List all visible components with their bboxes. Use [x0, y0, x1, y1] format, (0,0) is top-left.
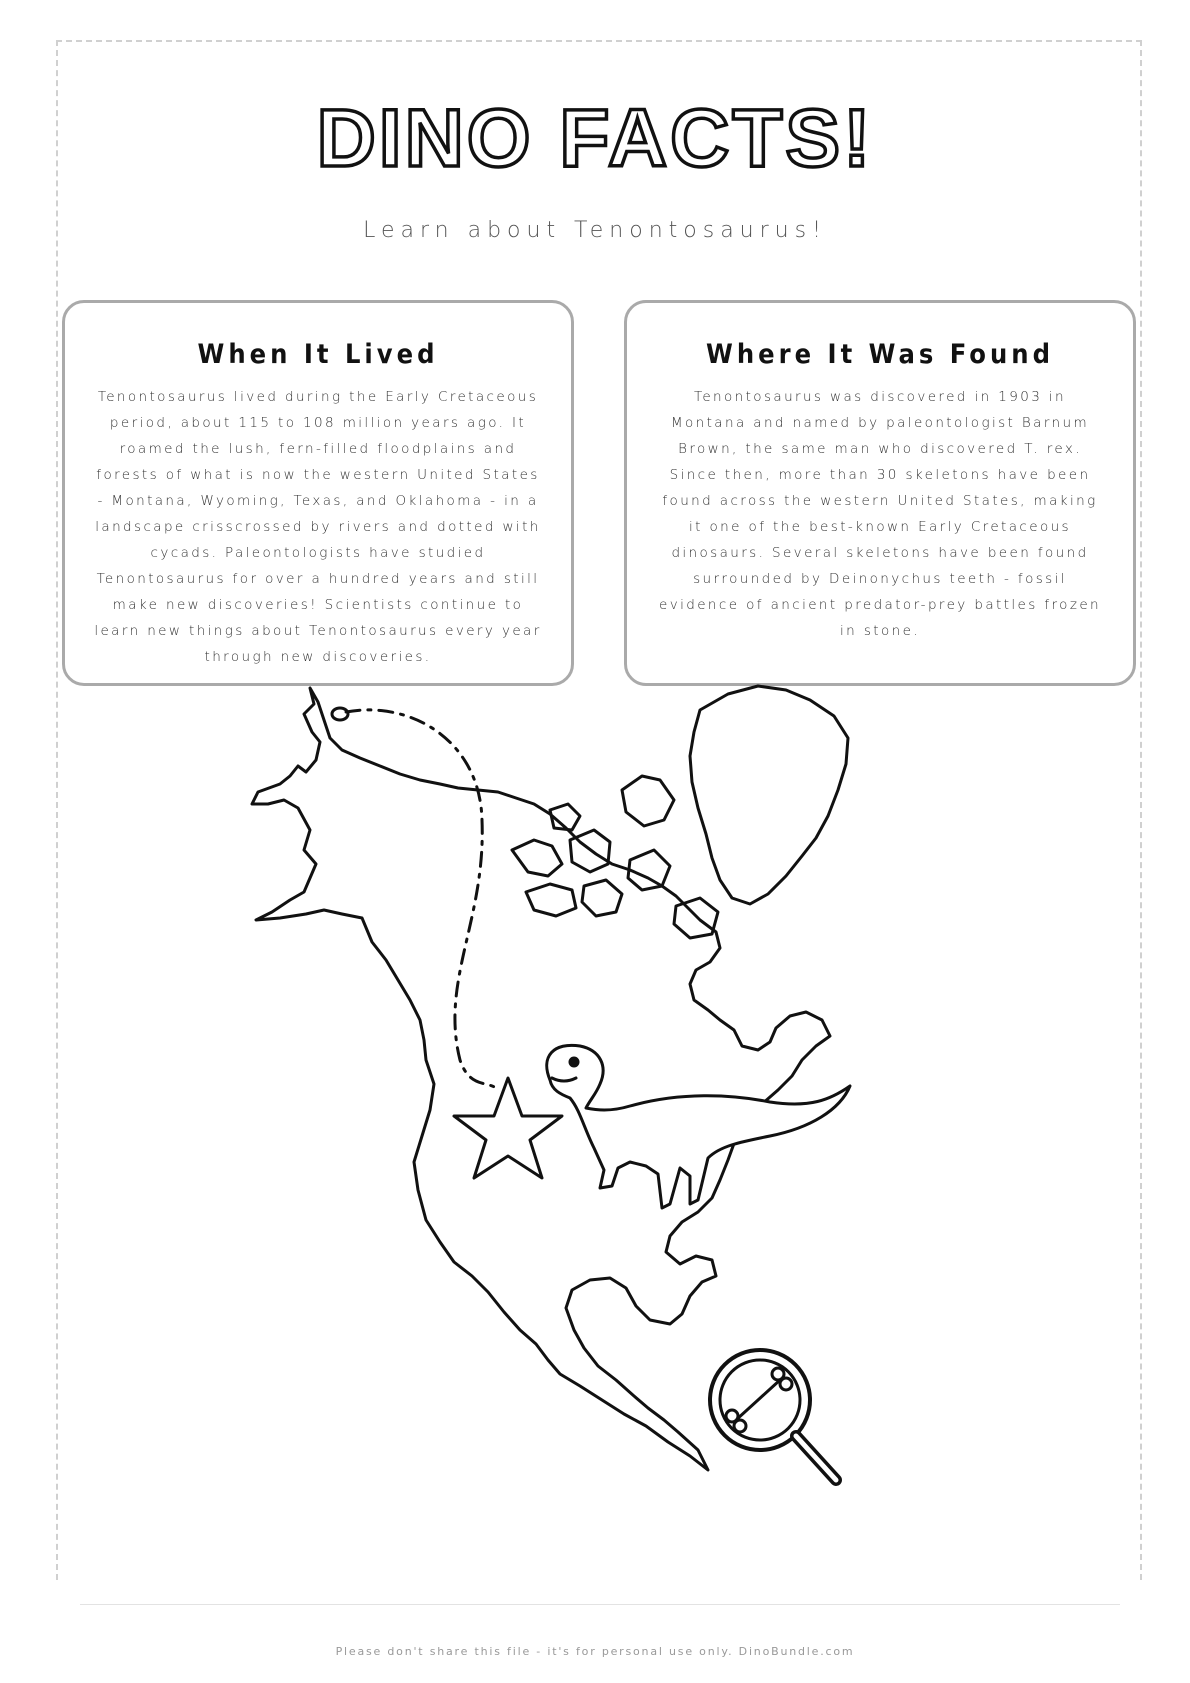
card-body: Tenontosaurus lived during the Early Cretaceous period, about 115 to 108 million years ago. It roamed the lush, fern-filled floodplains and forests of what is now the western United States - Montana, Wyoming, Texas, and Oklahoma - in a landscape crisscrossed by rivers and dotted with cycads. Paleontologists have studied Tenontosaurus for over a hundred years and still make new discoveries! Scientists continue to learn new things about Tenontosaurus every year through new discoveries.	[94, 389, 542, 665]
footer-divider	[80, 1604, 1120, 1605]
svg-text:DINO FACTS!: DINO FACTS!	[316, 93, 874, 182]
page-title	[245, 92, 945, 182]
card-body: Tenontosaurus was discovered in 1903 in Montana and named by paleontologist Barnum Brown, the same man who discovered T. rex. Since then, more than 30 skeletons have been found across the western United States, making it one of the best-known Early Cretaceous dinosaurs. Several skeletons have been found surrounded by Deinonychus teeth - fossil evidence of ancient predator-prey battles frozen in stone.	[659, 389, 1101, 639]
star-marker-icon	[454, 1078, 562, 1178]
card-heading: Where It Was Found	[706, 339, 1054, 370]
map-illustration	[250, 680, 930, 1580]
magnifier-bone-icon	[710, 1350, 836, 1480]
tenontosaurus-icon	[547, 1045, 850, 1208]
title-area	[0, 92, 1190, 182]
greenland-icon	[690, 686, 848, 904]
footer-note: Please don't share this file - it's for personal use only. DinoBundle.com	[335, 1645, 855, 1658]
card-where-it-was-found	[624, 300, 1136, 686]
card-heading: When It Lived	[197, 339, 439, 370]
page-subtitle: Learn about Tenontosaurus!	[363, 218, 827, 243]
arctic-islands-icon	[512, 776, 718, 938]
card-when-it-lived	[62, 300, 574, 686]
